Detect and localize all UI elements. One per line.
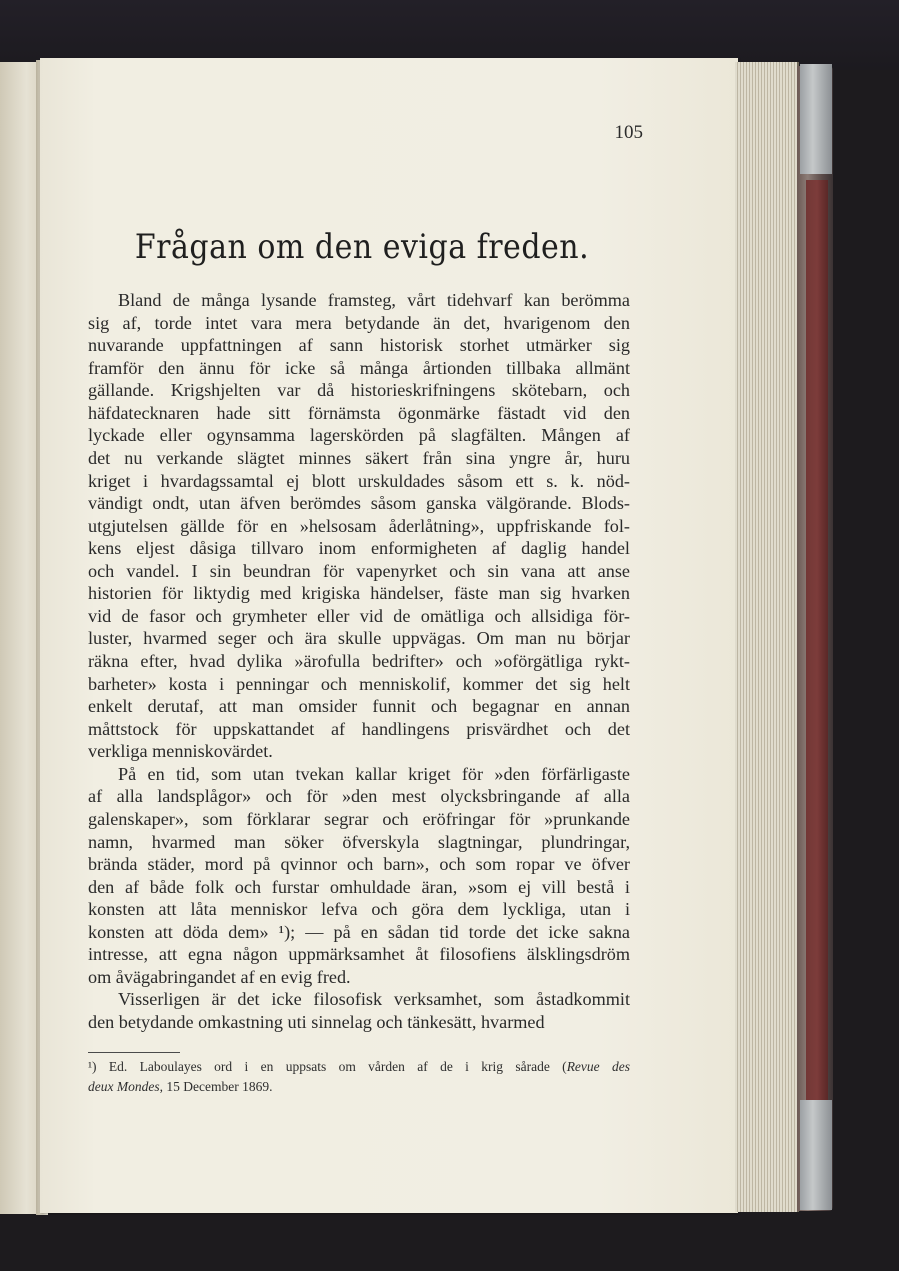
- text-line: utgjutelsen gällde för en »helsosam åderlåtning», uppfriskande fol-: [88, 516, 630, 536]
- footnote-source: deux Mondes: [88, 1079, 160, 1094]
- footnote-line: [88, 1078, 630, 1096]
- footnote-source: Revue des: [566, 1059, 631, 1074]
- footnote-date: , 15 December 1869.: [159, 1079, 273, 1094]
- text-line: kens eljest dåsiga tillvaro inom enformigheten af daglig handel: [88, 538, 630, 558]
- text-line: Bland de många lysande framsteg, vårt tidehvarf kan berömma: [118, 290, 630, 310]
- text-line: vändigt ondt, utan äfven berömdes såsom ganska välgörande. Blods-: [88, 493, 630, 513]
- text-line: måttstock för uppskattandet af handlingens prisvärdhet och det: [88, 719, 630, 739]
- text-line: det nu verkande slägtet minnes säkert från sina yngre år, huru: [88, 448, 630, 468]
- text-line: gällande. Krigshjelten var då historieskrifningens skötebarn, och: [88, 380, 630, 400]
- text-line: kriget i hvardagssamtal ej blott urskuldades såsom ett s. k. nöd-: [88, 471, 630, 491]
- cover-corner-top: [800, 64, 832, 174]
- footnote-rule: [88, 1052, 180, 1053]
- text-line: och vandel. I sin beundran för vapenyrket och sin vana att anse: [88, 561, 630, 581]
- text-line: den betydande omkastning uti sinnelag och tänkesätt, hvarmed: [88, 1012, 545, 1032]
- text-line: Visserligen är det icke filosofisk verksamhet, som åstadkommit: [118, 989, 630, 1009]
- text-line: häfdatecknaren hade sitt förnämsta ögonmärke fästadt vid den: [88, 403, 630, 423]
- cover-corner-bottom: [800, 1100, 832, 1210]
- page-number: 105: [614, 122, 643, 143]
- text-line: enkelt derutaf, att man omsider funnit och begagnar en annan: [88, 696, 630, 716]
- text-line: vid de fasor och grymheter eller vid de omätliga och allsidiga för-: [88, 606, 630, 626]
- text-line: lyckade eller ogynsamma lagerskörden på slagfälten. Mången af: [88, 425, 630, 445]
- text-line: luster, hvarmed seger och ära skulle uppvägas. Om man nu börjar: [88, 628, 630, 648]
- page-edges: [735, 62, 799, 1212]
- text-line: namn, hvarmed man söker öfverskyla slagtningar, plundringar,: [88, 832, 630, 852]
- text-line: af alla landsplågor» och för »den mest olycksbringande af alla: [88, 786, 630, 806]
- footnote-text: ¹) Ed. Laboulayes ord i en uppsats om vården af de i krig sårade (: [88, 1059, 567, 1074]
- footnote-line: [88, 1058, 630, 1076]
- text-line: nuvarande uppfattningen af sann historisk storhet utmärker sig: [88, 335, 630, 355]
- text-line: framför den ännu för icke så många årtionden tillbaka allmänt: [88, 358, 630, 378]
- text-line: konsten att döda dem» ¹); — på en sådan tid torde det icke sakna: [88, 922, 630, 942]
- text-line: sig af, torde intet vara mera betydande än det, hvarigenom den: [88, 313, 630, 333]
- text-line: historien för liktydig med krigiska händelser, fäste man sig hvarken: [88, 583, 630, 603]
- text-line: konsten att låta menniskor lefva och göra dem lyckliga, utan i: [88, 899, 630, 919]
- text-line: barheter» kosta i penningar och menniskolif, kommer det sig helt: [88, 674, 630, 694]
- text-line: räkna efter, hvad dylika »ärofulla bedrifter» och »oförgätliga rykt-: [88, 651, 630, 671]
- cover-binding: [806, 180, 828, 1100]
- text-line: galenskaper», som förklarar segrar och eröfringar för »prunkande: [88, 809, 630, 829]
- text-line: På en tid, som utan tvekan kallar kriget för »den förfärligaste: [118, 764, 630, 784]
- text-line: intresse, att egna någon uppmärksamhet åt filosofiens älsklingsdröm: [88, 944, 630, 964]
- text-line: verkliga menniskovärdet.: [88, 741, 273, 761]
- text-line: brända städer, mord på qvinnor och barn», och som ropar ve öfver: [88, 854, 630, 874]
- chapter-title: Frågan om den eviga freden.: [134, 227, 590, 268]
- text-line: den af både folk och furstar omhuldade äran, »som ej vill bestå i: [88, 877, 630, 897]
- text-line: om åvägabringandet af en evig fred.: [88, 967, 351, 987]
